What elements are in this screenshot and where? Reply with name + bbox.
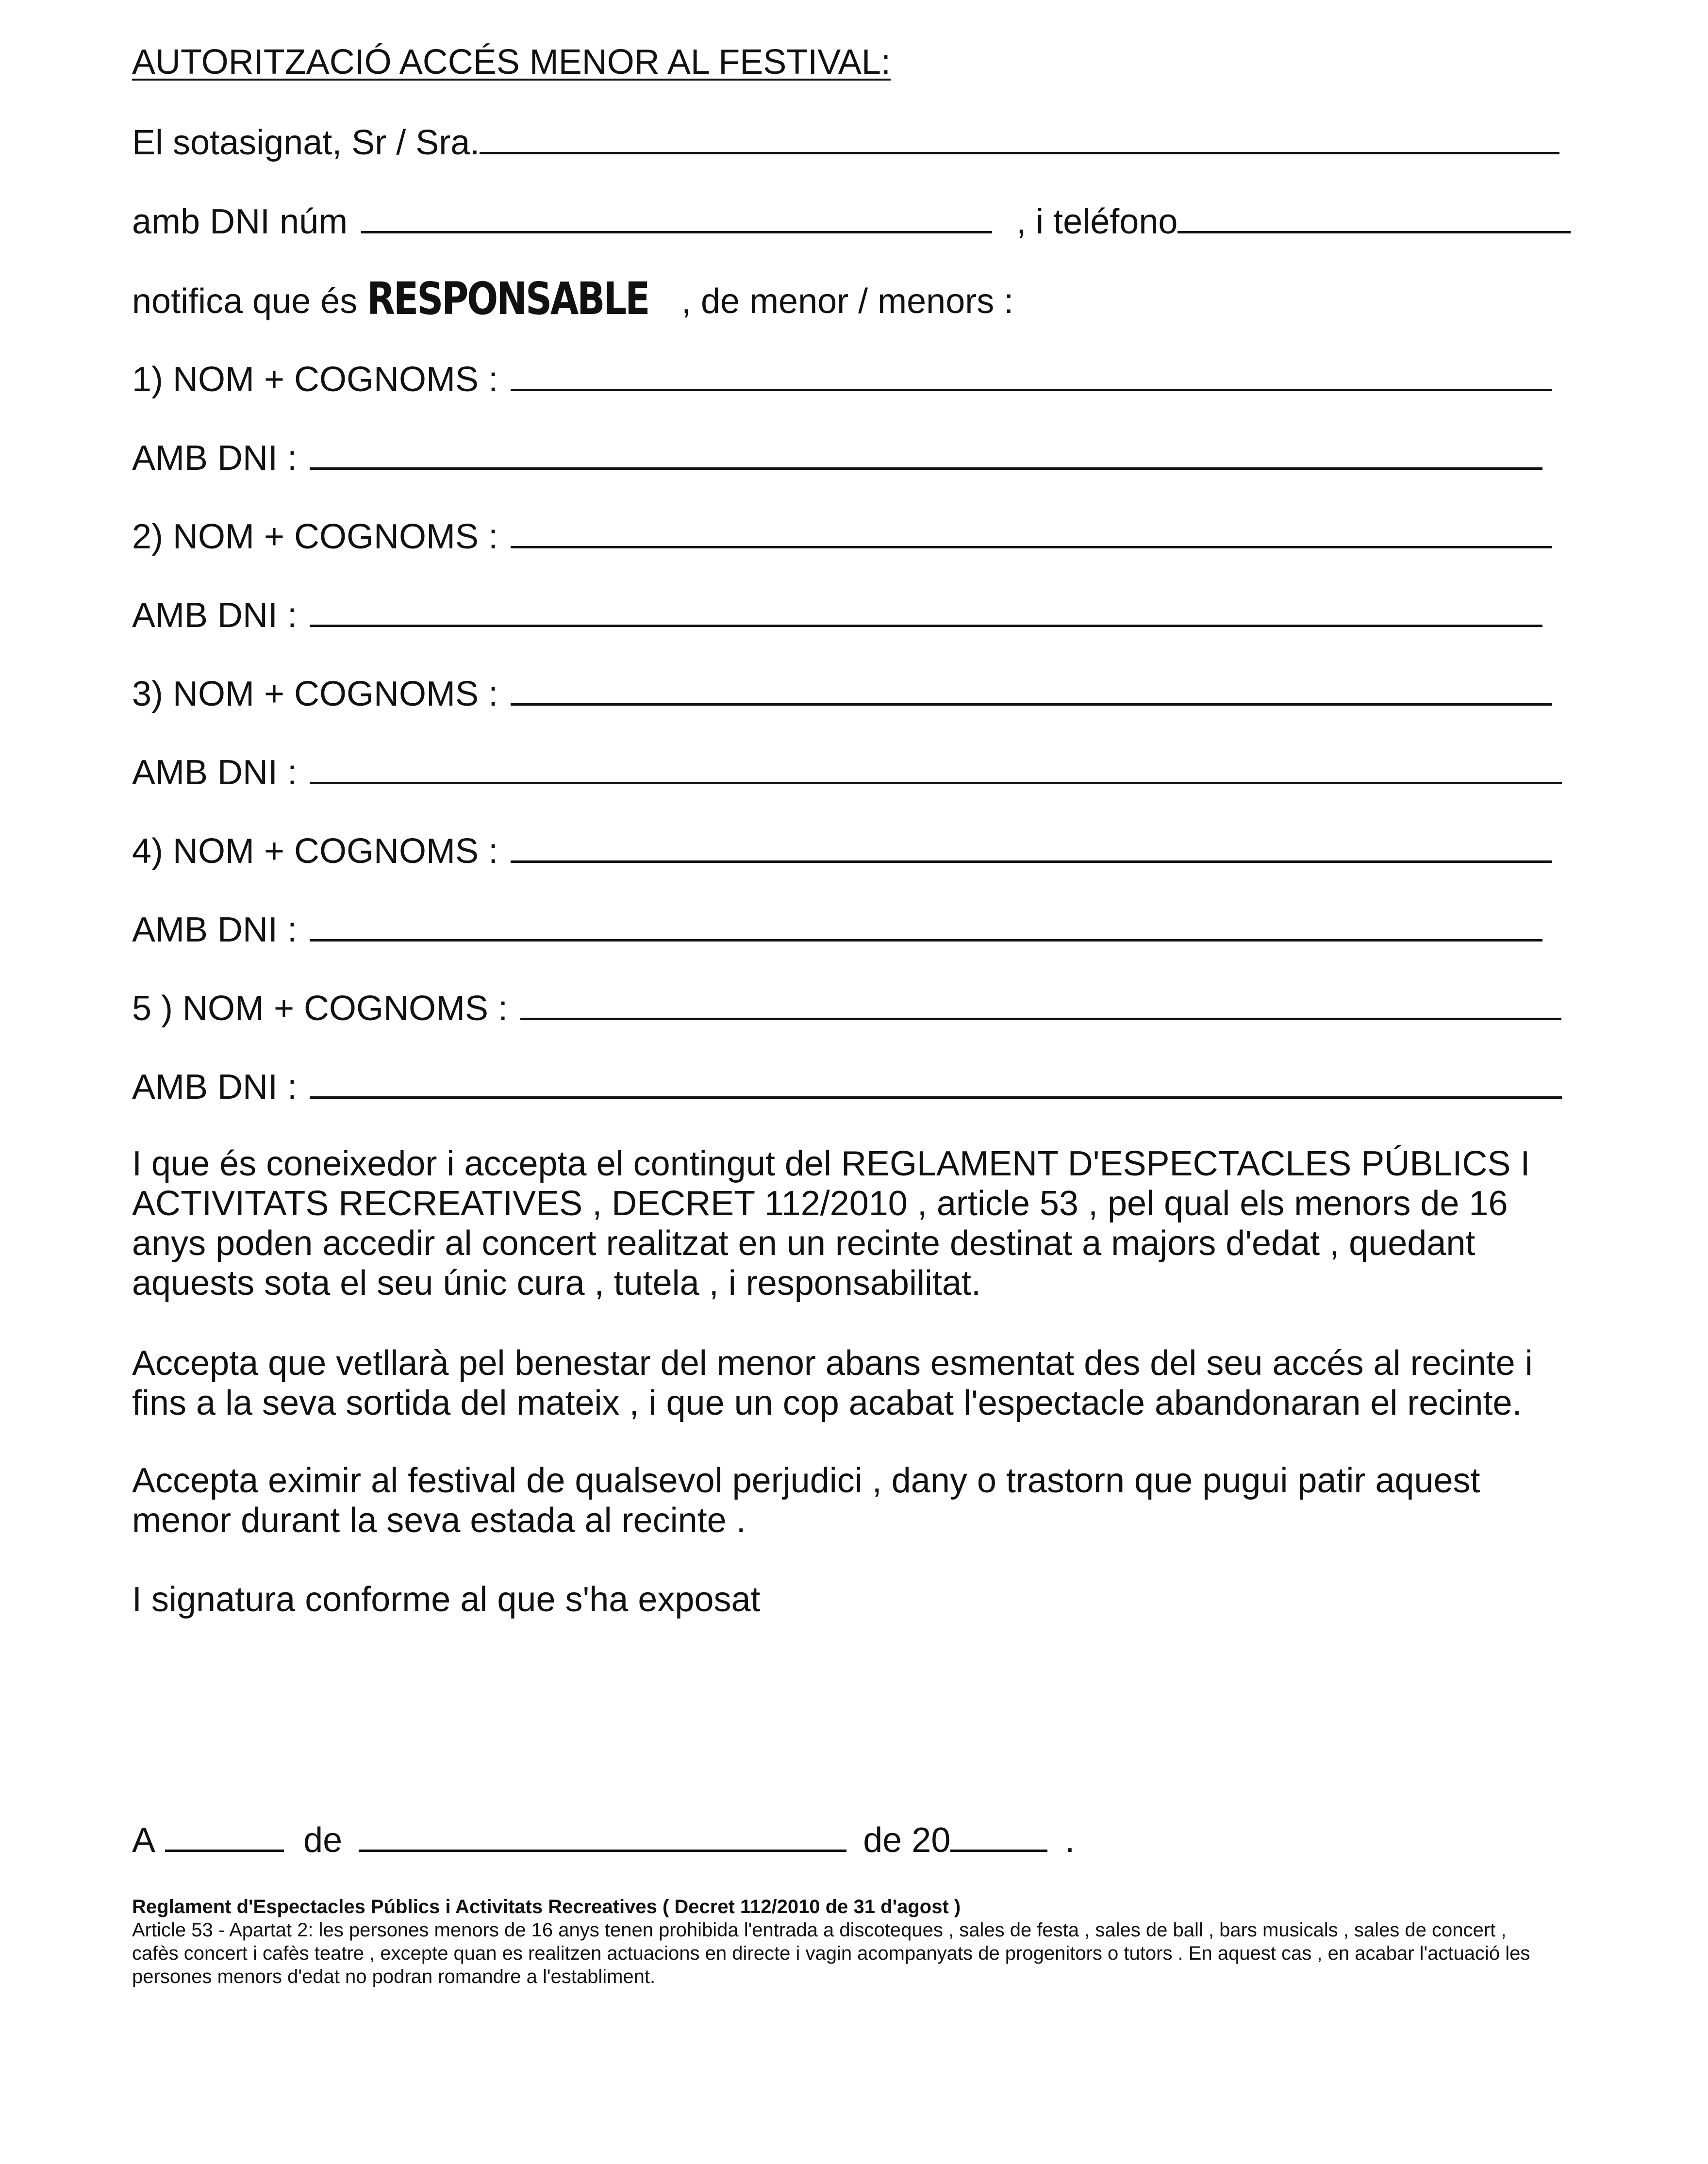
minor-5-dni-field[interactable] <box>310 1068 1562 1099</box>
year-prefix-label: de 20 <box>863 1821 951 1860</box>
dni-field[interactable] <box>361 203 992 233</box>
minor-name-label: 3) NOM + COGNOMS : <box>132 675 498 713</box>
dni-phone-row <box>132 203 1571 239</box>
minor-name-label: 2) NOM + COGNOMS : <box>132 517 498 556</box>
minor-3-dni-field[interactable] <box>310 754 1562 784</box>
form-title: AUTORITZACIÓ ACCÉS MENOR AL FESTIVAL: <box>132 43 891 82</box>
phone-label: , i teléfono <box>1016 202 1178 241</box>
minor-1-name-row <box>132 361 1552 397</box>
signatory-name-field[interactable] <box>480 124 1559 154</box>
minor-3-name-field[interactable] <box>511 675 1552 706</box>
minor-2-name-field[interactable] <box>511 518 1552 548</box>
minor-name-label: 5 ) NOM + COGNOMS : <box>132 989 508 1028</box>
minor-dni-label: AMB DNI : <box>132 910 298 949</box>
minor-5-name-field[interactable] <box>520 990 1561 1020</box>
minor-4-dni-row <box>132 911 1542 947</box>
acceptance-paragraph-1: I que és coneixedor i accepta el contingut del REGLAMENT D'ESPECTACLES PÚBLICS I ACTIVITATS RECREATIVES , DECRET 112/2010 , article 53 , pel qual els menors de 16 anys poden accedir al concert realitzat en un recinte destinat a majors d'edat , quedant aquests sota el seu únic cura , tutela , i responsabilitat. <box>132 1144 1530 1303</box>
acceptance-paragraph-2: Accepta que vetllarà pel benestar del menor abans esmentat des del seu accés al recinte i fins a la seva sortida del mateix , i que un cop acabat l'espectacle abandonaran el recinte. <box>132 1344 1533 1422</box>
minor-5-dni-row <box>132 1068 1562 1105</box>
acceptance-paragraph-3: Accepta eximir al festival de qualsevol perjudici , dany o trastorn que pugui patir aquest menor durant la seva estada al recinte . <box>132 1461 1480 1540</box>
minor-4-name-row <box>132 832 1552 869</box>
minor-dni-label: AMB DNI : <box>132 1068 298 1107</box>
minor-dni-label: AMB DNI : <box>132 439 298 478</box>
day-month-field[interactable] <box>359 1821 846 1852</box>
date-end-dot: . <box>1065 1821 1075 1860</box>
minor-1-dni-field[interactable] <box>310 439 1542 470</box>
minor-name-label: 4) NOM + COGNOMS : <box>132 832 498 871</box>
minor-3-name-row <box>132 675 1552 711</box>
day-de-label: de <box>303 1821 343 1860</box>
place-label: A <box>132 1821 154 1860</box>
signatory-label: El sotasignat, Sr / Sra. <box>132 123 480 162</box>
minor-dni-label: AMB DNI : <box>132 596 298 635</box>
phone-field[interactable] <box>1177 203 1571 233</box>
regulation-footnote <box>132 1895 1549 1988</box>
minor-5-name-row <box>132 990 1561 1026</box>
regulation-heading: Reglament d'Espectacles Públics i Activitats Recreatives ( Decret 112/2010 de 31 d'agost ) <box>132 1896 961 1917</box>
signatory-row <box>132 124 1559 160</box>
responsible-word: RESPONSABLE <box>367 273 649 325</box>
minor-4-dni-field[interactable] <box>310 911 1542 942</box>
minor-2-dni-row <box>132 596 1542 633</box>
signature-statement: I signatura conforme al que s'ha exposat <box>132 1580 761 1619</box>
date-row <box>132 1821 1075 1858</box>
minor-name-label: 1) NOM + COGNOMS : <box>132 360 498 399</box>
minor-1-name-field[interactable] <box>511 361 1552 391</box>
notifies-suffix: , de menor / menors : <box>681 282 1014 321</box>
minor-2-dni-field[interactable] <box>310 596 1542 627</box>
year-field[interactable] <box>950 1821 1047 1852</box>
dni-label: amb DNI núm <box>132 202 348 241</box>
minor-4-name-field[interactable] <box>511 832 1552 863</box>
notifies-prefix: notifica que és <box>132 282 358 321</box>
minor-dni-label: AMB DNI : <box>132 753 298 792</box>
place-field[interactable] <box>165 1821 284 1852</box>
minor-1-dni-row <box>132 439 1542 476</box>
notifies-row <box>132 273 1014 325</box>
regulation-text: Article 53 - Apartat 2: les persones menors de 16 anys tenen prohibida l'entrada a discoteques , sales de festa , sales de ball , bars musicals , sales de concert , cafès concert i cafès teatre , excepte quan es realitzen actuacions en directe i vagin acompanyats de progenitors o tutors . En aquest cas , en acabar l'actuació les persones menors d'edat no podran romandre a l'establiment. <box>132 1919 1530 1987</box>
minor-3-dni-row <box>132 754 1562 790</box>
minor-2-name-row <box>132 518 1552 554</box>
